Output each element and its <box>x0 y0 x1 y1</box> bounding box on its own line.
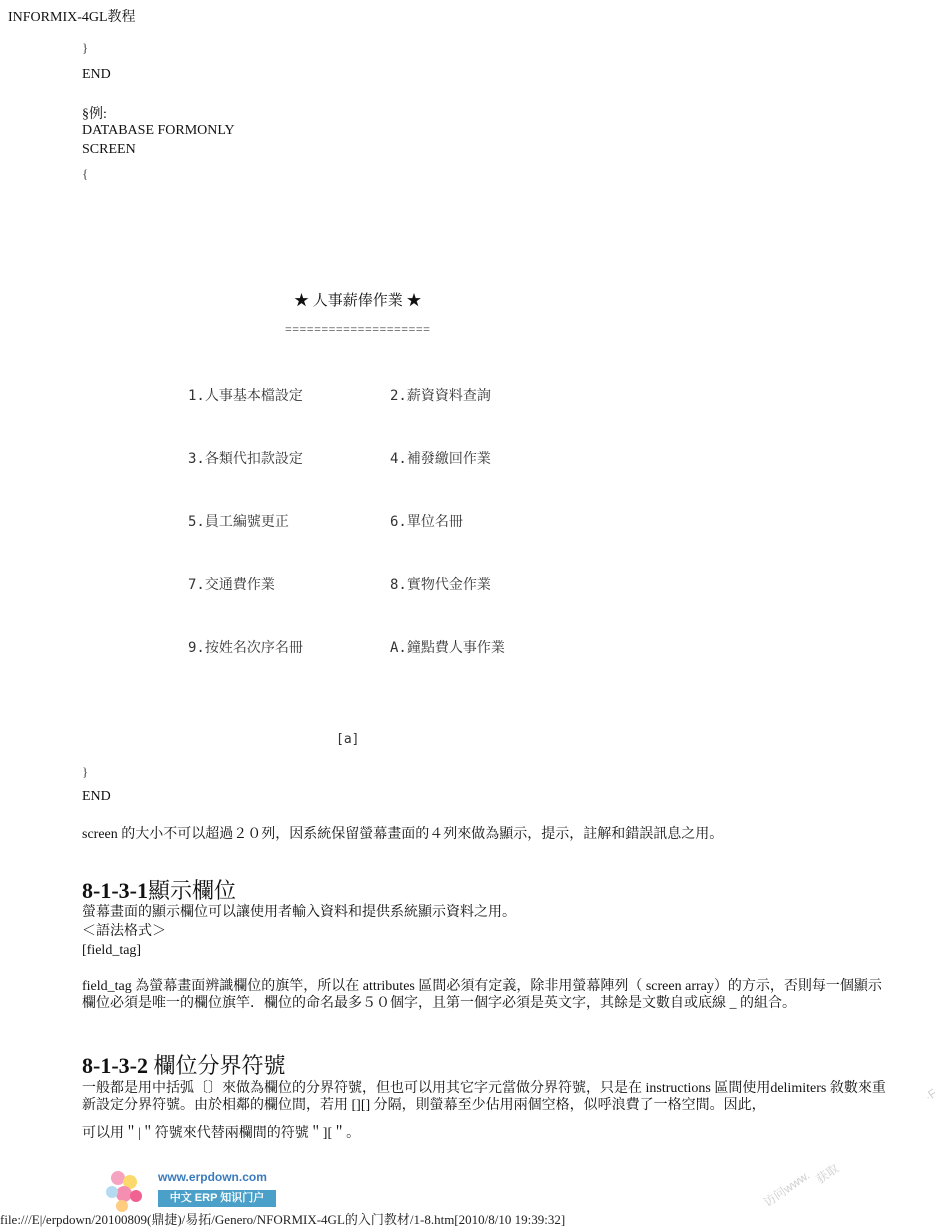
code-close-brace-bottom: } <box>82 764 89 779</box>
code-open-brace: { <box>82 166 89 181</box>
section2-body: 一般都是用中括弧〔〕來做為欄位的分界符號，但也可以用其它字元當做分界符號，只是在 instructions 區間使用delimiters 敘數來重新設定分界符號。由於相鄰的欄位間，若用 [][] 分隔，則螢幕至少佔用兩個空格，似呼浪費了一格空間。因此， <box>82 1081 886 1113</box>
flower-logo-icon <box>100 1166 156 1214</box>
section-heading-8-1-3-1 <box>82 874 236 905</box>
code-screen-line: SCREEN <box>82 142 136 157</box>
section-number: 8-1-3-1 <box>82 878 148 903</box>
code-close-brace: } <box>82 40 89 55</box>
watermark-text: 获取 <box>813 1161 842 1187</box>
code-end-bottom: END <box>82 789 111 804</box>
menu-item-6: 6.單位名冊 <box>390 514 463 530</box>
watermark-text: 访问www. <box>761 1168 813 1210</box>
menu-item-9: 9.按姓名次序名冊 <box>188 640 303 656</box>
screen-size-note: screen 的大小不可以超過２０列，因系統保留螢幕畫面的４列來做為顯示，提示，註解和錯誤訊息之用。 <box>82 827 724 842</box>
erpdown-logo[interactable] <box>100 1166 280 1214</box>
section1-body: field_tag 為螢幕畫面辨識欄位的旗竿，所以在 attributes 區間必須有定義，除非用螢幕陣列（ screen array）的方示，否則每一個顯示欄位必須是唯一的欄位旗竿．欄位的命名最多５０個字，且第一個字必須是英文字，其餘是文數自或底線 _ 的組合。 <box>82 979 882 1011</box>
example-label: §例: <box>82 107 107 122</box>
menu-item-3: 3.各類代扣款設定 <box>188 451 303 467</box>
logo-url: www.erpdown.com <box>158 1170 267 1184</box>
code-end: END <box>82 67 111 82</box>
logo-tagline: 中文 ERP 知识门户 <box>158 1190 276 1207</box>
menu-item-4: 4.補發繳回作業 <box>390 451 491 467</box>
section-title: 顯示欄位 <box>147 878 236 903</box>
syntax-field-tag: [field_tag] <box>82 943 142 958</box>
syntax-label: ＜語法格式＞ <box>82 924 166 939</box>
form-separator: ==================== <box>285 322 431 336</box>
form-title: ★ 人事薪俸作業 ★ <box>294 293 422 309</box>
section2-body-last: 可以用＂|＂符號來代替兩欄間的符號＂][＂。 <box>82 1126 361 1141</box>
code-database-line: DATABASE FORMONLY <box>82 123 235 138</box>
menu-item-2: 2.薪資資料查詢 <box>390 388 491 404</box>
form-field-a: [a] <box>336 732 360 747</box>
watermark-text: ·F <box>922 1086 940 1104</box>
menu-item-8: 8.實物代金作業 <box>390 577 491 593</box>
section1-intro: 螢幕畫面的顯示欄位可以讓使用者輸入資料和提供系統顯示資料之用。 <box>82 905 516 920</box>
section-title: 欄位分界符號 <box>147 1053 286 1078</box>
footer-file-path: file:///E|/erpdown/20100809(鼎捷)/易拓/Genero/NFORMIX-4GL的入门教材/1-8.htm[2010/8/10 19:39:32] <box>0 1212 566 1227</box>
menu-item-7: 7.交通費作業 <box>188 577 275 593</box>
menu-item-1: 1.人事基本檔設定 <box>188 388 303 404</box>
section-heading-8-1-3-2 <box>82 1049 286 1080</box>
menu-item-a: A.鐘點費人事作業 <box>390 640 505 656</box>
section-number: 8-1-3-2 <box>82 1053 148 1078</box>
page-title: INFORMIX-4GL教程 <box>8 10 136 25</box>
menu-item-5: 5.員工編號更正 <box>188 514 289 530</box>
